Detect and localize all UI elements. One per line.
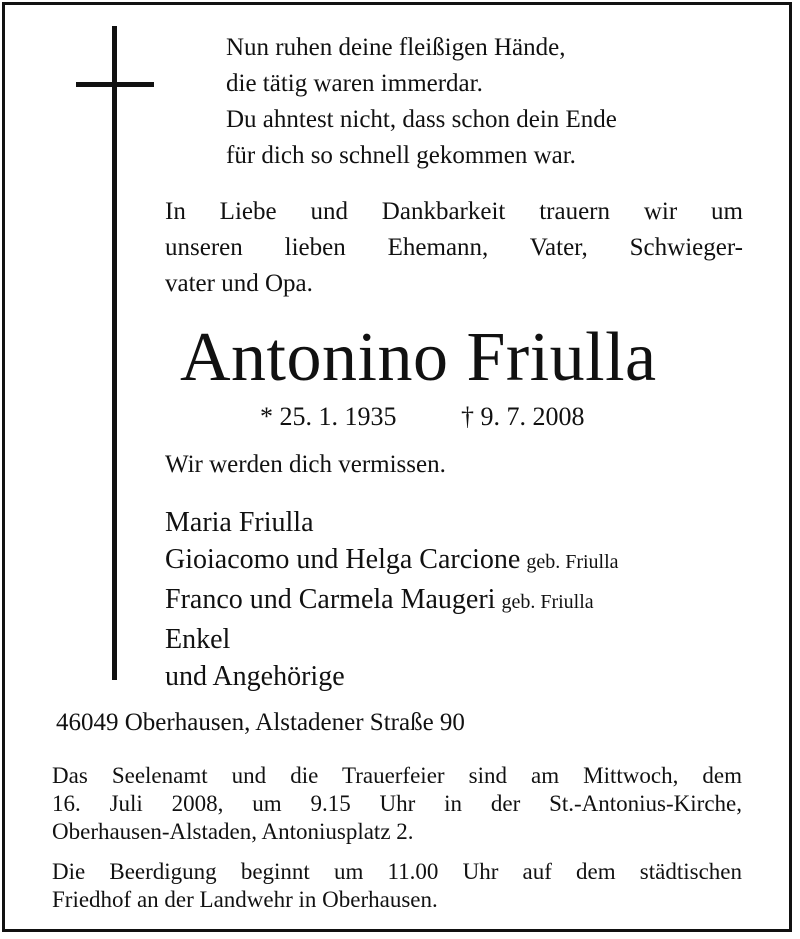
family-member (165, 581, 619, 621)
family-member-name: und Angehörige (165, 661, 345, 692)
family-member-name: Franco und Carmela Maugeri (165, 584, 496, 615)
poem-line: Du ahntest nicht, dass schon dein Ende (226, 106, 617, 133)
family-member (165, 658, 619, 695)
intro-line: vater und Opa. (165, 270, 313, 297)
poem-line: Nun ruhen deine fleißigen Hände, (226, 34, 566, 61)
birth-date: * 25. 1. 1935 (260, 402, 397, 431)
service-line: Oberhausen-Alstaden, Antoniusplatz 2. (52, 819, 414, 844)
deceased-name: Antonino Friulla (180, 319, 657, 396)
family-member (165, 541, 619, 581)
burial-details (52, 858, 742, 914)
intro-line: unseren lieben Ehemann, Vater, Schwieger- (165, 234, 743, 261)
cross-vertical-bar (112, 26, 117, 680)
family-member-name: Enkel (165, 624, 231, 655)
service-line: 16. Juli 2008, um 9.15 Uhr in der St.-Antonius-Kirche, (52, 791, 742, 816)
service-line: Das Seelenamt und die Trauerfeier sind am Mittwoch, dem (52, 763, 742, 788)
family-list (165, 504, 619, 695)
mourning-intro (165, 194, 743, 302)
cross-horizontal-bar (76, 82, 154, 87)
poem-line: für dich so schnell gekommen war. (226, 142, 576, 169)
maiden-name-note: geb. Friulla (501, 591, 594, 613)
death-date: † 9. 7. 2008 (461, 402, 585, 431)
burial-line: Die Beerdigung beginnt um 11.00 Uhr auf dem städtischen (52, 859, 742, 884)
family-member (165, 621, 619, 658)
maiden-name-note: geb. Friulla (526, 551, 619, 573)
burial-line: Friedhof an der Landwehr in Oberhausen. (52, 887, 438, 912)
life-dates (260, 402, 585, 432)
poem-line: die tätig waren immerdar. (226, 70, 483, 97)
service-details (52, 762, 742, 846)
memorial-poem (226, 30, 617, 174)
closing-line: Wir werden dich vermissen. (165, 451, 446, 478)
intro-line: In Liebe und Dankbarkeit trauern wir um (165, 198, 743, 225)
family-member (165, 504, 619, 541)
family-member-name: Maria Friulla (165, 507, 314, 538)
family-address: 46049 Oberhausen, Alstadener Straße 90 (56, 709, 465, 736)
family-member-name: Gioiacomo und Helga Carcione (165, 544, 521, 575)
